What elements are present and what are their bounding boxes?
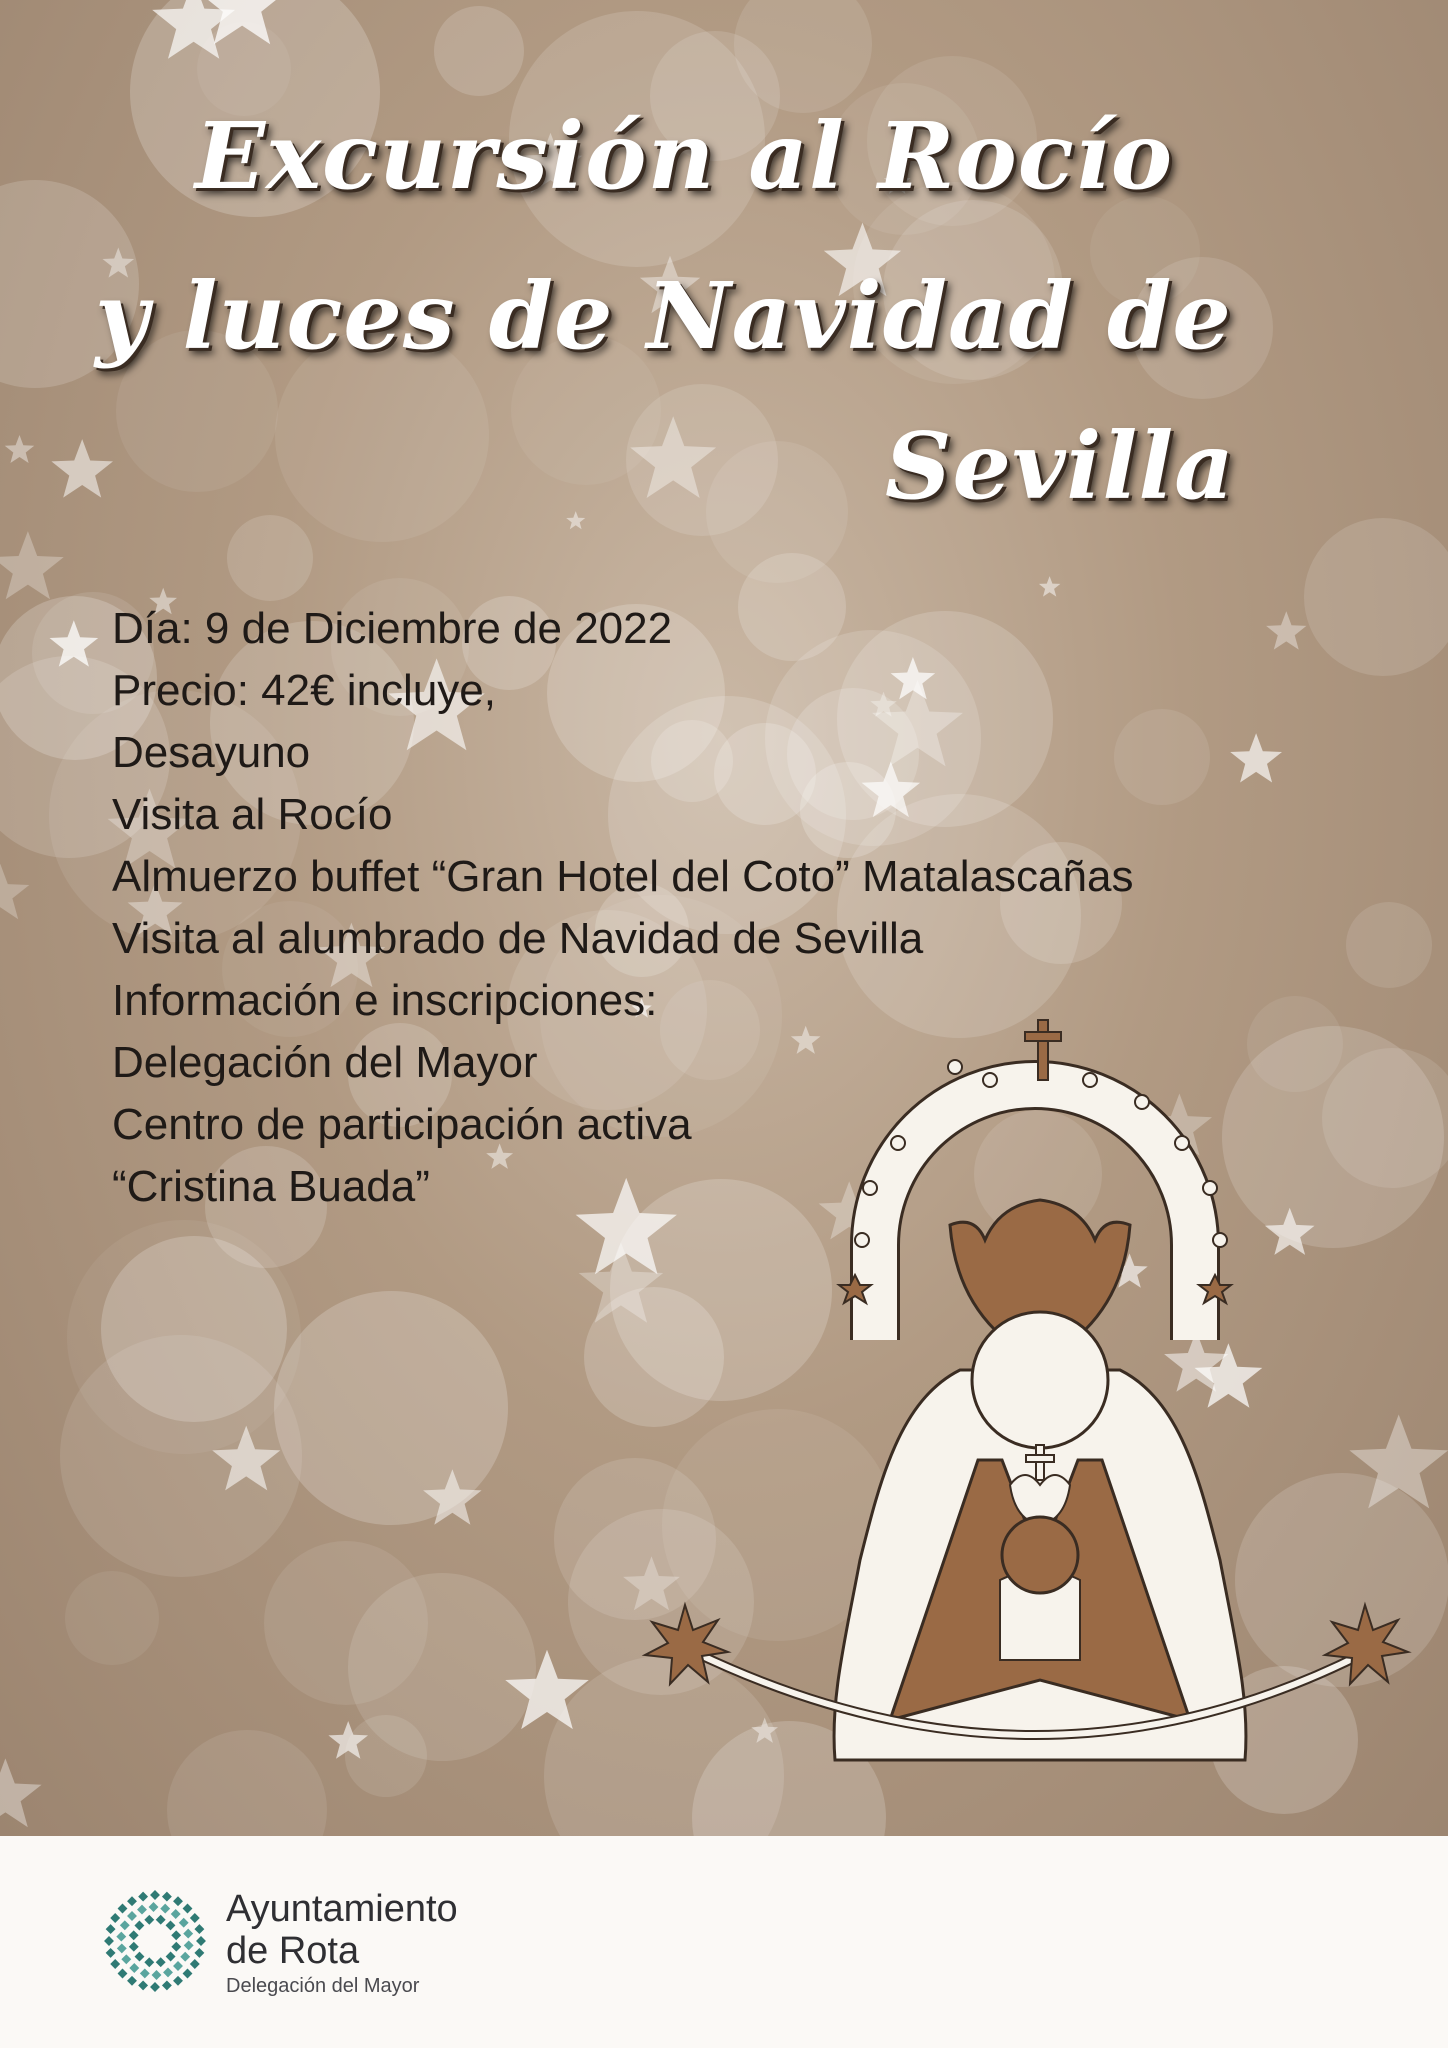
emblem-diamond: [129, 1942, 139, 1952]
emblem-diamond: [160, 1904, 170, 1914]
emblem-diamond: [138, 1980, 148, 1990]
emblem-diamond: [171, 1930, 181, 1940]
title-line-2: y luces de Navidad de: [95, 262, 1232, 370]
emblem-diamond: [137, 1905, 147, 1915]
emblem-diamond: [129, 1963, 139, 1973]
emblem-diamond: [196, 1936, 206, 1946]
rota-emblem-icon: [100, 1886, 210, 1996]
detail-centre-name: “Cristina Buada”: [112, 1162, 430, 1211]
detail-info-heading: Información e inscripciones:: [112, 976, 658, 1025]
emblem-diamond: [138, 1892, 148, 1902]
detail-visit-rocio: Visita al Rocío: [112, 790, 393, 839]
emblem-diamond: [173, 1976, 183, 1986]
emblem-diamond: [110, 1913, 120, 1923]
emblem-diamond: [140, 1968, 150, 1978]
detail-visit-lights: Visita al alumbrado de Navidad de Sevilla: [112, 914, 924, 963]
emblem-diamond: [171, 1942, 181, 1952]
emblem-diamond: [144, 1957, 154, 1967]
detail-lunch: Almuerzo buffet “Gran Hotel del Coto” Matalascañas: [112, 852, 1134, 901]
footer-org-subtitle: Delegación del Mayor: [226, 1975, 420, 1997]
footer-org-line-1: Ayuntamiento: [226, 1888, 458, 1930]
emblem-diamond: [104, 1936, 114, 1946]
title-line-1: Excursión al Rocío: [195, 102, 1174, 210]
title-line-3: Sevilla: [885, 412, 1235, 520]
emblem-diamond: [162, 1980, 172, 1990]
emblem-diamond: [134, 1921, 144, 1931]
emblem-diamond: [190, 1913, 200, 1923]
emblem-diamond: [173, 1896, 183, 1906]
emblem-diamond: [171, 1909, 181, 1919]
emblem-diamond: [106, 1924, 116, 1934]
emblem-diamond: [183, 1929, 193, 1939]
emblem-diamond: [173, 1961, 183, 1971]
emblem-diamond: [162, 1892, 172, 1902]
emblem-diamond: [127, 1896, 137, 1906]
emblem-diamond: [116, 1932, 126, 1942]
emblem-diamond: [183, 1969, 193, 1979]
emblem-diamond: [194, 1948, 204, 1958]
footer-org-line-2: de Rota: [226, 1930, 360, 1972]
emblem-diamond: [135, 1952, 145, 1962]
emblem-diamond: [166, 1952, 176, 1962]
footer: [0, 1836, 1448, 2048]
emblem-diamond: [121, 1954, 131, 1964]
emblem-diamond: [150, 1982, 160, 1992]
emblem-diamond: [127, 1976, 137, 1986]
detail-price: Precio: 42€ incluye,: [112, 666, 496, 715]
emblem-diamond: [184, 1940, 194, 1950]
emblem-diamond: [127, 1911, 137, 1921]
emblem-diamond: [156, 1915, 166, 1925]
emblem-diamond: [110, 1959, 120, 1969]
emblem-diamond: [120, 1920, 130, 1930]
emblem-diamond: [117, 1943, 127, 1953]
detail-centre: Centro de participación activa: [112, 1100, 692, 1149]
detail-breakfast: Desayuno: [112, 728, 311, 777]
emblem-diamond: [180, 1952, 190, 1962]
emblem-diamond: [129, 1930, 139, 1940]
emblem-diamond: [194, 1924, 204, 1934]
emblem-diamond: [150, 1890, 160, 1900]
emblem-diamond: [163, 1967, 173, 1977]
detail-delegation: Delegación del Mayor: [112, 1038, 538, 1087]
emblem-diamond: [144, 1915, 154, 1925]
emblem-diamond: [183, 1904, 193, 1914]
emblem-diamond: [118, 1969, 128, 1979]
detail-date: Día: 9 de Diciembre de 2022: [112, 604, 673, 653]
emblem-diamond: [166, 1920, 176, 1930]
emblem-diamond: [106, 1948, 116, 1958]
emblem-diamond: [118, 1904, 128, 1914]
emblem-diamond: [149, 1902, 159, 1912]
emblem-diamond: [179, 1918, 189, 1928]
emblem-diamond: [156, 1957, 166, 1967]
emblem-diamond: [152, 1970, 162, 1980]
emblem-diamond: [190, 1959, 200, 1969]
